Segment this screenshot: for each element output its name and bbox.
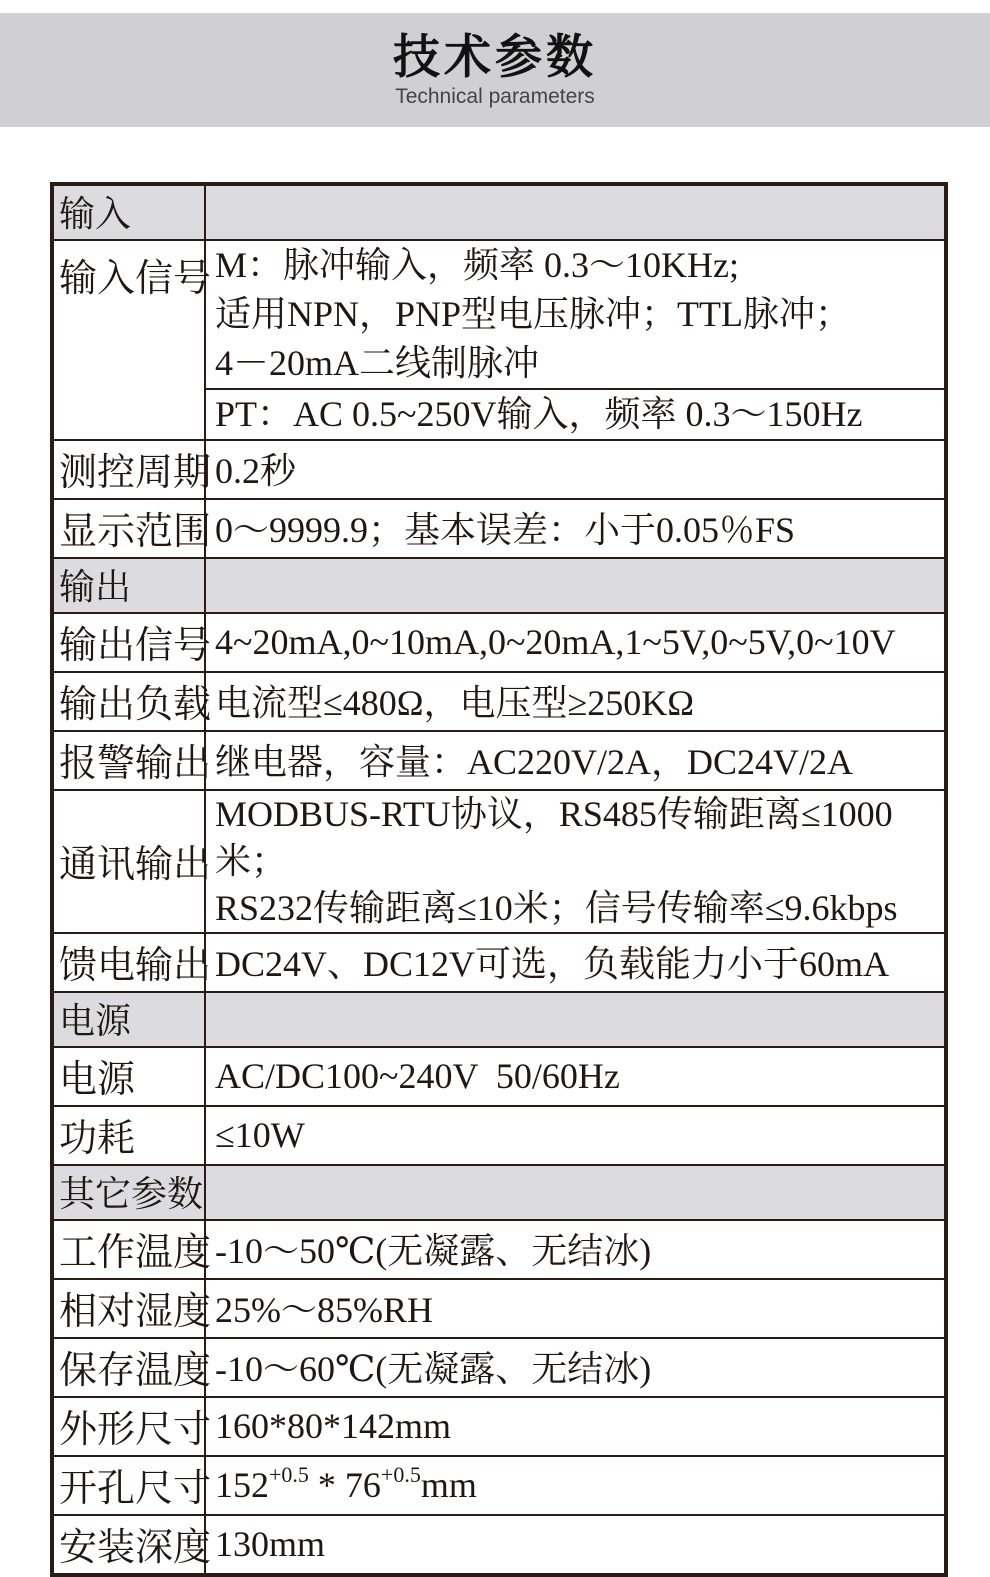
page-subtitle: Technical parameters [395, 85, 595, 108]
row-value [206, 791, 944, 932]
spec-row [54, 1455, 944, 1514]
row-value: 0～9999.9；基本误差：小于0.05％FS [215, 510, 796, 550]
row-value: -10～60℃(无凝露、无结冰) [215, 1349, 652, 1389]
row-label: 电源 [54, 993, 206, 1046]
row-value: 152 $^{+0.5}$ * 76 $^{+0.5}$ mm [215, 1461, 477, 1505]
row-label: 输出负载 [54, 673, 206, 730]
spec-row [54, 671, 944, 730]
value-line: MODBUS-RTU协议，RS485传输距离≤1000米； [215, 794, 893, 881]
spec-row [54, 1337, 944, 1396]
value-text: * 76 [308, 1464, 381, 1505]
row-value: 160*80*142mm [215, 1405, 452, 1446]
section-row [54, 557, 944, 612]
spec-row [54, 1396, 944, 1455]
row-value: 0.2秒 [215, 451, 297, 491]
value-block [206, 388, 944, 439]
page-title: 技术参数 [393, 30, 597, 83]
section-row [54, 186, 944, 239]
section-row [54, 1164, 944, 1219]
row-value [206, 1166, 944, 1219]
spec-row [54, 1046, 944, 1105]
row-label: 显示范围 [54, 500, 206, 557]
header-band [0, 13, 990, 127]
row-value: AC/DC100~240V 50/60Hz [215, 1055, 620, 1096]
spec-row [54, 239, 944, 439]
row-value: ≤10W [215, 1114, 305, 1155]
spec-row [54, 789, 944, 932]
row-value: DC24V、DC12V可选，负载能力小于60mA [215, 944, 890, 984]
value-text: mm [420, 1464, 477, 1505]
row-value [206, 241, 944, 439]
row-label: 安装深度 [54, 1516, 206, 1573]
row-label: 相对湿度 [54, 1280, 206, 1337]
row-value: 25%～85%RH [215, 1290, 433, 1330]
row-label: 其它参数 [54, 1166, 206, 1219]
row-label: 输入信号 [54, 241, 206, 439]
value-line: PT：AC 0.5~250V输入，频率 0.3～150Hz [215, 394, 863, 434]
value-text: 152 [215, 1464, 269, 1505]
spec-row [54, 730, 944, 789]
value-line: 4－20mA二线制脉冲 [215, 343, 540, 383]
row-label: 测控周期 [54, 441, 206, 498]
spec-row [54, 1219, 944, 1278]
value-line: M：脉冲输入，频率 0.3～10KHz; [215, 245, 739, 285]
value-block [206, 241, 944, 388]
row-value: -10～50℃(无凝露、无结冰) [215, 1231, 652, 1271]
spec-table [50, 182, 948, 1577]
spec-row [54, 498, 944, 557]
value-line: RS232传输距离≤10米；信号传输率≤9.6kbps [215, 888, 898, 928]
row-label: 保存温度 [54, 1339, 206, 1396]
row-label: 开孔尺寸 [54, 1457, 206, 1514]
spec-row [54, 612, 944, 671]
row-label: 电源 [54, 1048, 206, 1105]
row-label: 报警输出 [54, 732, 206, 789]
row-label: 外形尺寸 [54, 1398, 206, 1455]
row-value [206, 993, 944, 1046]
spec-row [54, 1105, 944, 1164]
section-row [54, 991, 944, 1046]
row-value: 电流型≤480Ω，电压型≥250KΩ [215, 683, 695, 723]
row-label: 输出信号 [54, 614, 206, 671]
row-label: 输出 [54, 559, 206, 612]
spec-row [54, 932, 944, 991]
row-value [206, 186, 944, 239]
value-line: 适用NPN，PNP型电压脉冲；TTL脉冲； [215, 294, 852, 334]
row-value: 4~20mA,0~10mA,0~20mA,1~5V,0~5V,0~10V [215, 621, 896, 662]
row-label: 输入 [54, 186, 206, 239]
row-label: 通讯输出 [54, 791, 206, 932]
row-value [206, 559, 944, 612]
row-label: 馈电输出 [54, 934, 206, 991]
row-label: 功耗 [54, 1107, 206, 1164]
spec-row [54, 1278, 944, 1337]
spec-row [54, 1514, 944, 1573]
row-label: 工作温度 [54, 1221, 206, 1278]
row-value: 继电器，容量：AC220V/2A，DC24V/2A [215, 742, 854, 782]
spec-row [54, 439, 944, 498]
row-value: 130mm [215, 1523, 326, 1564]
